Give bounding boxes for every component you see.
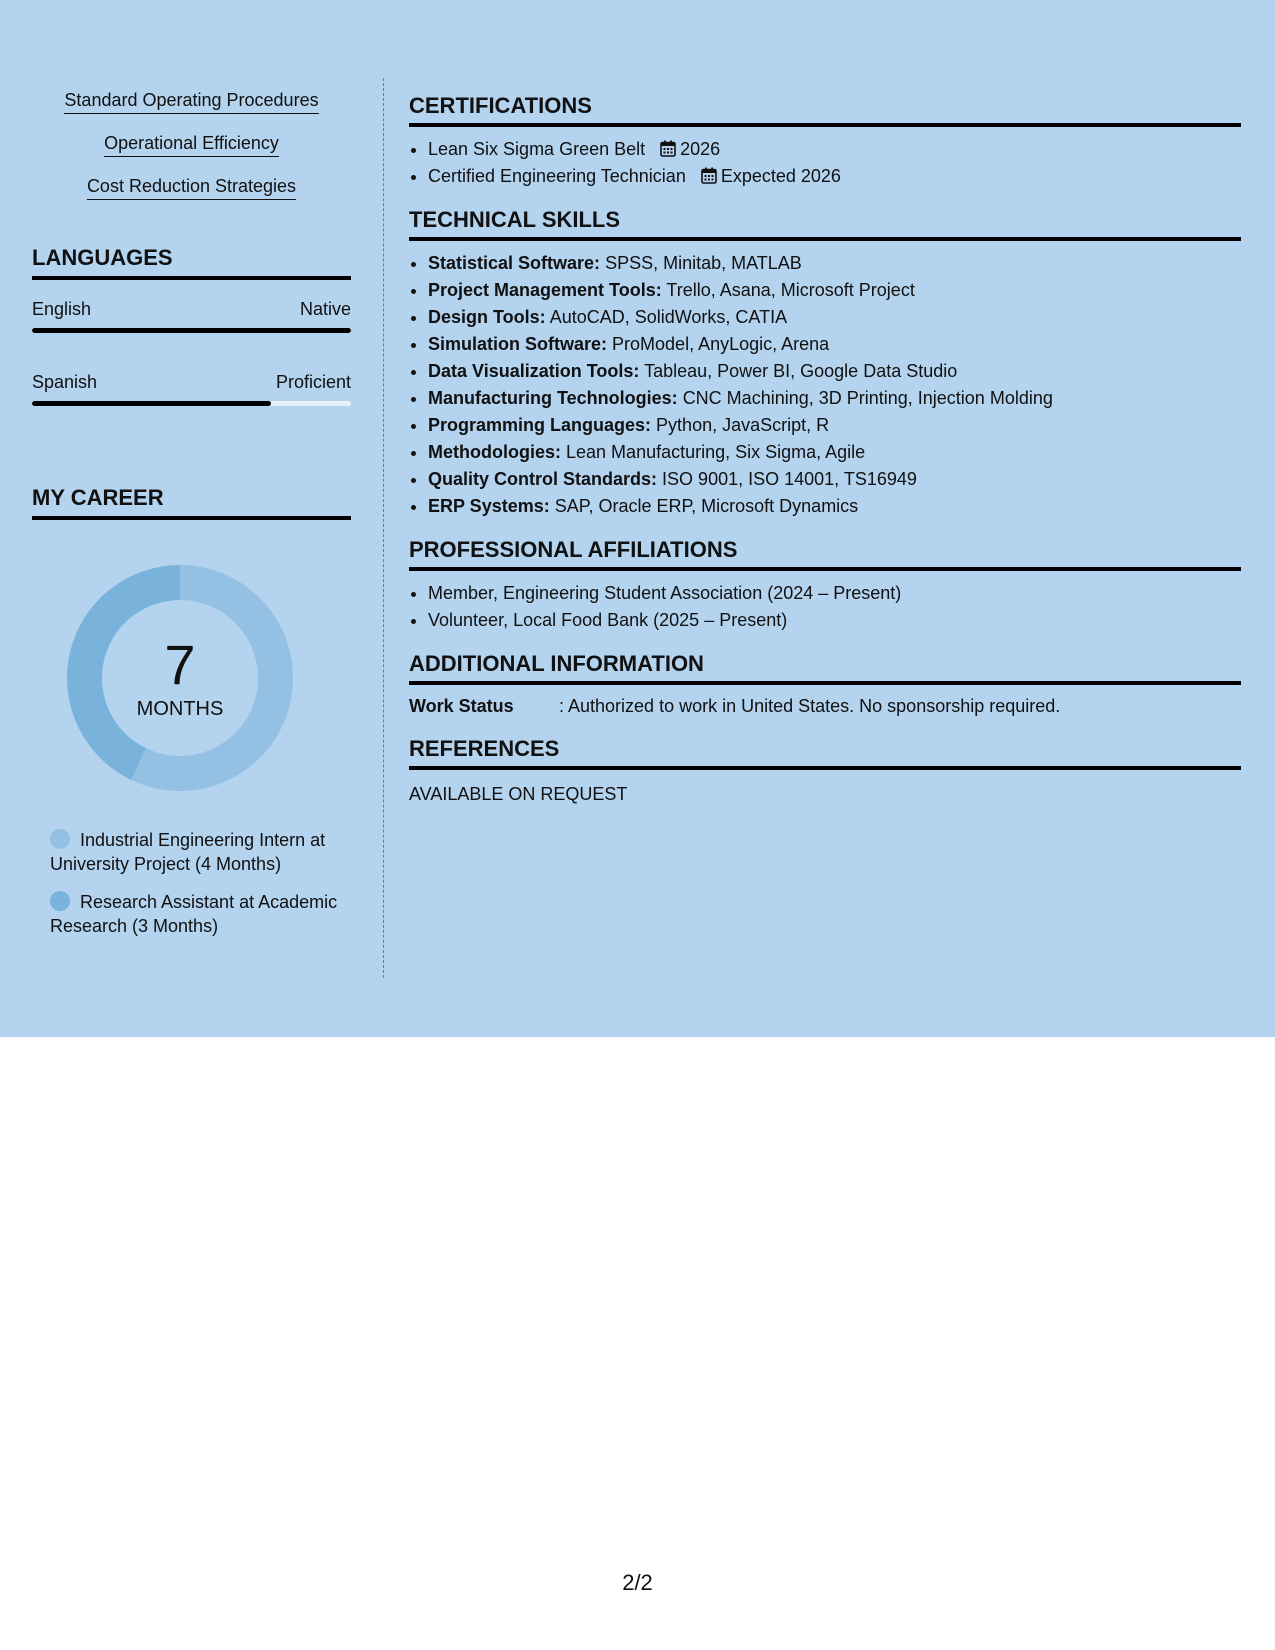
language-bar — [32, 328, 351, 333]
legend-item — [50, 890, 340, 938]
skill-label: Statistical Software: — [428, 253, 601, 273]
legend-item — [50, 828, 340, 876]
legend-label: Industrial Engineering Intern at University Project (4 Months) — [50, 830, 326, 874]
main-content — [409, 92, 1241, 806]
language-level: Native — [299, 299, 351, 319]
skill-value: AutoCAD, SolidWorks, CATIA — [549, 307, 788, 327]
skill-value: ISO 9001, ISO 14001, TS16949 — [662, 469, 917, 489]
technical-skills-heading: TECHNICAL SKILLS — [409, 206, 1241, 241]
career-legend — [50, 828, 340, 938]
skill-item — [428, 331, 1241, 358]
page-number: 2/2 — [622, 1570, 653, 1595]
skill-label: Manufacturing Technologies: — [428, 388, 678, 408]
certification-item — [428, 136, 1241, 163]
skill-value: Tableau, Power BI, Google Data Studio — [644, 361, 958, 381]
skill-label: Programming Languages: — [428, 415, 652, 435]
language-bar — [32, 401, 351, 406]
skill-item — [428, 250, 1241, 277]
skill-tag: Standard Operating Procedures — [64, 88, 318, 114]
skill-label: Methodologies: — [428, 442, 561, 462]
skill-item — [428, 304, 1241, 331]
certification-date: Expected 2026 — [720, 166, 841, 186]
skill-tag: Operational Efficiency — [104, 131, 279, 157]
legend-dot — [50, 829, 70, 849]
skill-tag: Cost Reduction Strategies — [87, 174, 296, 200]
skill-value: Python, JavaScript, R — [656, 415, 830, 435]
skill-item — [428, 277, 1241, 304]
technical-skills-list — [409, 250, 1241, 520]
affiliations-heading: PROFESSIONAL AFFILIATIONS — [409, 536, 1241, 571]
career-total-value: 7 — [164, 633, 196, 696]
skill-value: SAP, Oracle ERP, Microsoft Dynamics — [554, 496, 859, 516]
work-status-value: : Authorized to work in United States. No sponsorship required. — [559, 696, 1061, 716]
column-divider — [383, 78, 384, 978]
languages-heading: LANGUAGES — [32, 244, 351, 280]
skill-item — [428, 439, 1241, 466]
sidebar — [32, 78, 351, 952]
skill-value: SPSS, Minitab, MATLAB — [605, 253, 802, 273]
certifications-heading: CERTIFICATIONS — [409, 92, 1241, 127]
language-bar-fill — [32, 328, 351, 333]
skill-item — [428, 493, 1241, 520]
certification-date: 2026 — [680, 139, 721, 159]
skill-label: Data Visualization Tools: — [428, 361, 640, 381]
skill-label: Quality Control Standards: — [428, 469, 658, 489]
certification-name: Certified Engineering Technician — [428, 166, 686, 186]
legend-label: Research Assistant at Academic Research (3 Months) — [50, 892, 338, 936]
certification-name: Lean Six Sigma Green Belt — [428, 139, 646, 159]
calendar-icon — [660, 140, 676, 157]
skill-label: Project Management Tools: — [428, 280, 662, 300]
affiliations-list — [409, 580, 1241, 634]
certifications-list — [409, 136, 1241, 190]
skill-value: CNC Machining, 3D Printing, Injection Molding — [682, 388, 1053, 408]
affiliation-item: • Volunteer, Local Food Bank (2025 – Present) — [428, 607, 1241, 634]
additional-info-heading: ADDITIONAL INFORMATION — [409, 650, 1241, 685]
skill-item — [428, 358, 1241, 385]
certification-item — [428, 163, 1241, 190]
skill-value: Lean Manufacturing, Six Sigma, Agile — [566, 442, 866, 462]
career-section — [32, 484, 351, 938]
language-name: English — [32, 299, 92, 319]
legend-dot — [50, 891, 70, 911]
language-bar-fill — [32, 401, 271, 406]
language-item — [32, 371, 351, 406]
donut-center — [66, 564, 294, 792]
skill-item — [428, 385, 1241, 412]
career-total-unit: MONTHS — [136, 698, 224, 720]
references-text: AVAILABLE ON REQUEST — [409, 784, 628, 804]
skill-value: ProModel, AnyLogic, Arena — [612, 334, 830, 354]
language-item — [32, 298, 351, 333]
language-name: Spanish — [32, 372, 98, 392]
skill-value: Trello, Asana, Microsoft Project — [666, 280, 915, 300]
career-donut-chart — [66, 564, 294, 792]
affiliation-item: • Member, Engineering Student Association (2024 – Present) — [428, 580, 1241, 607]
work-status-label: Work Status — [409, 696, 514, 716]
skill-label: Simulation Software: — [428, 334, 608, 354]
skill-label: ERP Systems: — [428, 496, 550, 516]
work-status-row — [409, 694, 1241, 718]
skill-item — [428, 466, 1241, 493]
career-heading: MY CAREER — [32, 484, 351, 520]
language-level: Proficient — [275, 372, 351, 392]
skill-tags — [32, 88, 351, 200]
languages-section — [32, 244, 351, 406]
skill-label: Design Tools: — [428, 307, 546, 327]
skill-item — [428, 412, 1241, 439]
calendar-icon — [701, 167, 717, 184]
references-heading: REFERENCES — [409, 735, 1241, 770]
